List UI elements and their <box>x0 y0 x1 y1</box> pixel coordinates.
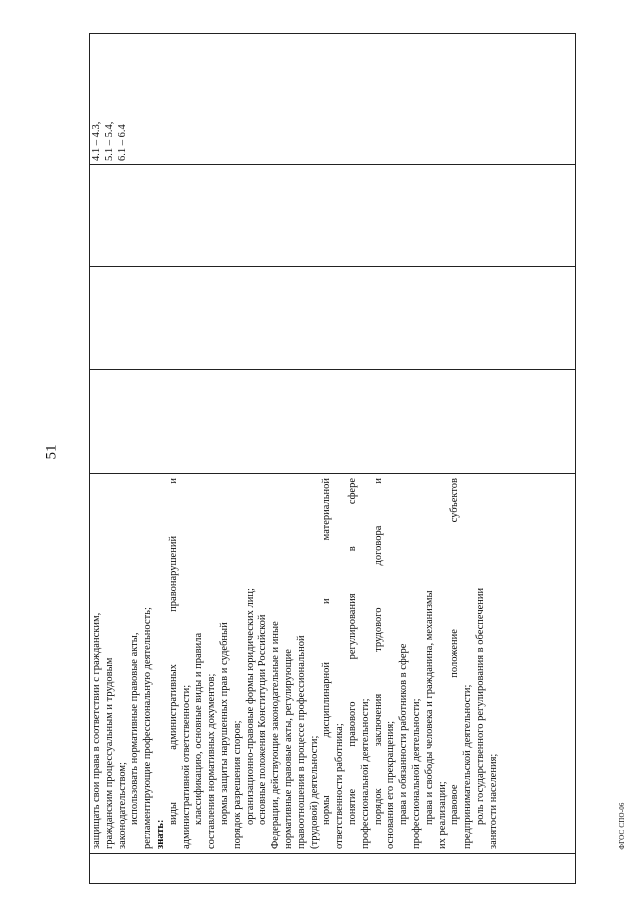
knowledge-line: (трудовой) деятельности; <box>308 735 320 849</box>
knowledge-line: нормы дисциплинарной и материальной <box>321 478 333 825</box>
rotated-table-container <box>89 34 576 884</box>
knowledge-line: профессиональной деятельности; <box>359 698 371 849</box>
knowledge-line: предпринимательской деятельности; <box>462 684 474 849</box>
knowledge-line: права и обязанности работников в сфере <box>398 643 410 825</box>
skill-line: законодательством; <box>116 762 128 849</box>
competency-code: 5.1 – 5.4, <box>103 121 115 161</box>
knowledge-line: роль государственного регулирования в обеспечении <box>474 587 486 825</box>
table-row <box>90 34 576 884</box>
empty-cell <box>90 370 576 474</box>
page-number: 51 <box>43 444 60 460</box>
knowledge-line: административной ответственности; <box>180 684 192 849</box>
knowledge-line: порядок разрешения споров; <box>231 720 243 849</box>
skill-line: гражданским процессуальным и трудовым <box>103 657 115 849</box>
competency-code: 6.1 – 6.4 <box>116 124 128 161</box>
knowledge-line: составления нормативных документов; <box>206 673 218 849</box>
knowledge-line: виды административных правонарушений и <box>167 478 179 825</box>
skill-line: регламентирующие профессиональную деятельность; <box>142 607 154 849</box>
knowledge-line: основные положения Конституции Российской <box>257 614 269 825</box>
content-cell <box>90 474 576 854</box>
knowledge-line: занятости населения; <box>487 753 499 849</box>
skill-line: защищать свои права в соответствии с гражданским, <box>91 612 102 849</box>
knowledge-line: нормы защиты нарушенных прав и судебный <box>218 622 230 825</box>
knowledge-line: профессиональной деятельности; <box>410 698 422 849</box>
empty-cell <box>90 165 576 267</box>
competency-code: 4.1 – 4.3, <box>91 121 102 161</box>
knowledge-line: основания его прекращения; <box>385 720 397 849</box>
knowledge-line: их реализации; <box>436 781 448 849</box>
index-cell <box>90 854 576 884</box>
knowledge-line: нормативные правовые акты, регулирующие <box>282 649 294 849</box>
knowledge-line: понятие правового регулирования в сфере <box>346 478 358 825</box>
knowledge-line: Федерации, действующие законодательные и иные <box>270 621 282 849</box>
knowledge-line: права и свободы человека и гражданина, механизмы <box>423 590 435 825</box>
empty-cell <box>90 267 576 370</box>
knowledge-line: классификацию, основные виды и правила <box>193 632 205 825</box>
knowledge-line: ответственности работника; <box>334 723 346 849</box>
knowledge-line: организационно-правовые формы юридических лиц; <box>244 588 256 825</box>
knowledge-line: правоотношения в процессе профессиональной <box>295 635 307 849</box>
curriculum-table <box>89 33 576 884</box>
competency-codes-cell <box>90 34 576 165</box>
knowledge-line: порядок заключения трудового договора и <box>372 478 384 825</box>
knowledge-line: правовое положение субъектов <box>449 478 461 825</box>
know-label: знать: <box>154 819 166 849</box>
footer-standard-code: ФГОС СПО-06 <box>618 802 626 850</box>
skill-line: использовать нормативные правовые акты, <box>129 632 141 825</box>
